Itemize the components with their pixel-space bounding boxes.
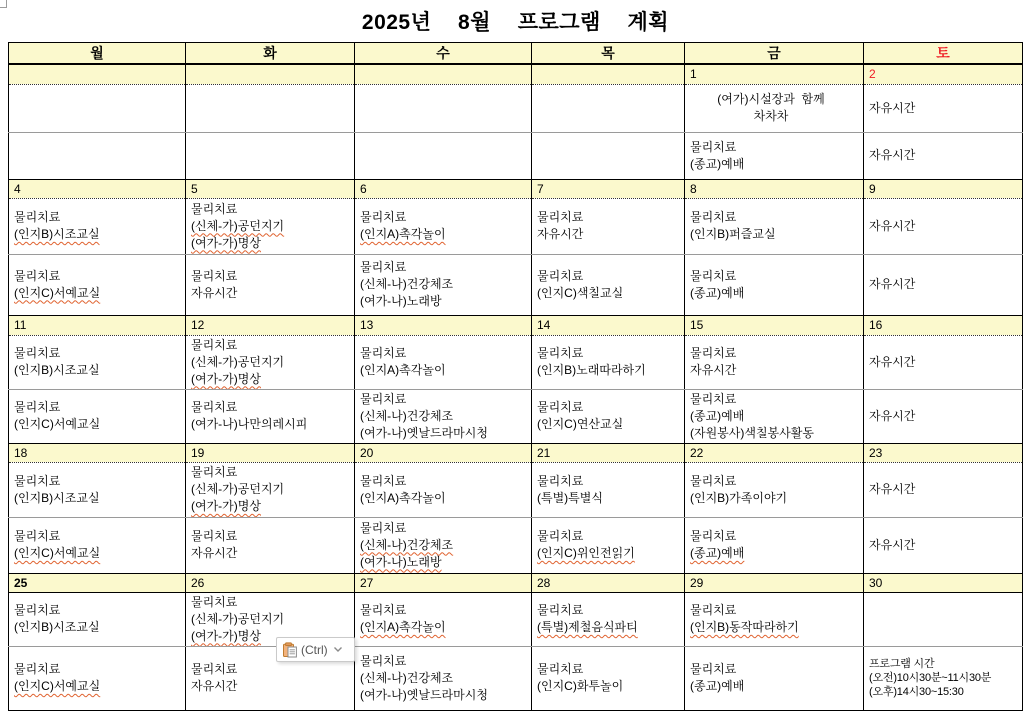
schedule-cell-pm-wed[interactable]: [355, 517, 532, 573]
cell-text: [864, 217, 1022, 236]
schedule-cell-am-tue[interactable]: [186, 198, 355, 254]
cell-text: [355, 472, 531, 508]
cell-line: 물리치료: [360, 520, 407, 535]
cell-line: 물리치료: [191, 465, 238, 479]
cell-line: 물리치료: [14, 400, 61, 414]
cell-text: [355, 601, 531, 637]
cell-text: [532, 527, 684, 563]
cell-line: 자유시간: [869, 408, 916, 423]
cell-line: (여가-나)옛날드라마시청: [360, 687, 488, 702]
cell-line: 물리치료: [360, 391, 407, 406]
cell-line: (여가-나)노래방: [360, 294, 442, 308]
date-cell-wed[interactable]: [355, 64, 532, 84]
cell-line: (인지C)서예교실: [14, 285, 101, 300]
cell-text: [355, 652, 531, 705]
schedule-cell-am-fri[interactable]: [685, 198, 864, 254]
cell-line: 물리치료: [537, 210, 584, 224]
cell-line: 자유시간: [869, 482, 916, 496]
date-cell-sat[interactable]: [864, 315, 1023, 335]
schedule-cell-pm-wed[interactable]: [355, 254, 532, 315]
cell-line: (인지B)시조교실: [14, 363, 100, 377]
cell-line: (여가-나)노래방: [360, 554, 442, 569]
schedule-cell-pm-thu[interactable]: [532, 646, 685, 710]
cell-line: (특별)특별식: [537, 490, 603, 505]
cell-line: 물리치료: [14, 346, 61, 360]
cell-line: 물리치료: [537, 529, 584, 543]
cell-line: (인지C)화투놀이: [537, 679, 624, 693]
cell-text: [685, 344, 863, 380]
cell-text: [685, 267, 863, 303]
date-cell-fri[interactable]: [685, 315, 864, 335]
date-number: 8: [690, 181, 697, 196]
cell-text: [186, 660, 354, 696]
cell-text: [532, 660, 684, 696]
cell-text: [9, 344, 185, 380]
cell-line: 물리치료: [360, 346, 407, 360]
day-header-mon[interactable]: 월: [9, 43, 186, 65]
date-cell-tue[interactable]: [186, 573, 355, 592]
cell-line: 물리치료: [14, 662, 61, 676]
cell-text: [9, 208, 185, 244]
cell-line: (종교)예배: [690, 285, 745, 300]
cell-text: [864, 536, 1022, 555]
date-number: 18: [14, 445, 28, 460]
date-number: 20: [360, 445, 374, 460]
schedule-cell-am-mon[interactable]: [9, 335, 186, 389]
date-cell-fri[interactable]: [685, 443, 864, 462]
cell-text: [9, 527, 185, 563]
date-cell-thu[interactable]: [532, 443, 685, 462]
cell-line: 물리치료: [537, 662, 584, 676]
cell-line: (특별)제철음식파티: [537, 620, 638, 634]
schedule-cell-pm-wed[interactable]: [355, 132, 532, 179]
date-cell-fri[interactable]: [685, 64, 864, 84]
cell-line: 물리치료: [360, 473, 407, 488]
cell-line: (신체-가)공던지기: [191, 482, 285, 496]
cell-line: 물리치료: [537, 400, 584, 414]
date-cell-wed[interactable]: [355, 443, 532, 462]
cell-text: [864, 656, 1022, 700]
schedule-cell-pm-thu[interactable]: [532, 132, 685, 179]
cell-line: 물리치료: [14, 473, 61, 488]
schedule-cell-am-thu[interactable]: [532, 462, 685, 517]
schedule-cell-am-wed[interactable]: [355, 592, 532, 646]
cell-line: 물리치료: [690, 210, 737, 224]
day-header-sat[interactable]: 토: [864, 43, 1023, 65]
cell-text: [685, 138, 863, 174]
date-number: 29: [690, 575, 704, 590]
paste-options-label: (Ctrl): [301, 642, 328, 657]
cell-text: [9, 398, 185, 434]
schedule-cell-pm-mon[interactable]: [9, 517, 186, 573]
date-number: 4: [14, 181, 21, 196]
cell-line: 물리치료: [690, 603, 737, 617]
date-cell-tue[interactable]: [186, 315, 355, 335]
cell-line: 물리치료: [690, 346, 737, 360]
date-cell-fri[interactable]: [685, 179, 864, 198]
cell-line: 자유시간: [869, 148, 916, 162]
cell-line: 물리치료: [14, 210, 61, 224]
schedule-cell-am-sat[interactable]: [864, 198, 1023, 254]
cell-text: [9, 472, 185, 508]
date-cell-mon[interactable]: [9, 443, 186, 462]
date-cell-mon[interactable]: [9, 315, 186, 335]
cell-line: (인지C)서예교실: [14, 417, 101, 431]
date-cell-sat[interactable]: [864, 179, 1023, 198]
date-cell-thu[interactable]: [532, 179, 685, 198]
schedule-cell-pm-sat[interactable]: [864, 389, 1023, 443]
date-number: 21: [537, 445, 551, 460]
schedule-cell-pm-fri[interactable]: [685, 254, 864, 315]
cell-line: 물리치료: [191, 529, 238, 543]
cell-line: 물리치료: [191, 594, 238, 609]
paste-options-button[interactable]: [276, 637, 355, 662]
schedule-cell-am-thu[interactable]: [532, 198, 685, 254]
cell-line: 물리치료: [537, 473, 584, 488]
schedule-cell-am-mon[interactable]: [9, 462, 186, 517]
schedule-cell-am-tue[interactable]: [186, 335, 355, 389]
date-number: 6: [360, 181, 367, 196]
cell-text: [864, 407, 1022, 426]
cell-line: 물리치료: [690, 662, 737, 676]
cell-text: [685, 472, 863, 508]
cell-text: [685, 90, 863, 126]
cell-line: (인지B)시조교실: [14, 490, 100, 505]
date-number: 16: [869, 317, 883, 332]
schedule-cell-am-tue[interactable]: [186, 84, 355, 132]
cell-line: 물리치료: [191, 201, 238, 216]
cell-text: [186, 527, 354, 563]
schedule-cell-pm-fri[interactable]: [685, 517, 864, 573]
cell-line: 자유시간: [869, 218, 916, 233]
date-cell-wed[interactable]: [355, 179, 532, 198]
date-number: 13: [360, 317, 374, 332]
cell-text: [532, 601, 684, 637]
schedule-cell-pm-mon[interactable]: [9, 132, 186, 179]
schedule-cell-pm-tue[interactable]: [186, 517, 355, 573]
schedule-cell-am-fri[interactable]: [685, 462, 864, 517]
cell-line: 물리치료: [690, 139, 737, 154]
schedule-cell-am-tue[interactable]: [186, 462, 355, 517]
cell-text: [186, 398, 354, 434]
date-number: 25: [14, 575, 28, 590]
date-number: 9: [869, 181, 876, 196]
cell-text: [685, 660, 863, 696]
cell-line: 물리치료: [690, 391, 737, 406]
date-cell-thu[interactable]: [532, 315, 685, 335]
schedule-cell-pm-thu[interactable]: [532, 389, 685, 443]
cell-line: 자유시간: [537, 227, 584, 241]
cell-text: [864, 146, 1022, 165]
cell-line: 물리치료: [360, 210, 407, 224]
schedule-cell-pm-sat[interactable]: [864, 517, 1023, 573]
cell-line: (인지C)서예교실: [14, 546, 101, 560]
schedule-cell-am-fri[interactable]: [685, 335, 864, 389]
cell-line: (인지C)위인전읽기: [537, 546, 635, 560]
schedule-cell-pm-wed[interactable]: [355, 389, 532, 443]
cell-line: (인지B)가족이야기: [690, 490, 788, 505]
date-number: 5: [191, 181, 198, 196]
cell-line: (여가-가)명상: [191, 371, 261, 386]
schedule-cell-am-fri[interactable]: [685, 84, 864, 132]
cell-line: 프로그램 시간: [869, 658, 935, 670]
cell-line: 자유시간: [869, 277, 916, 291]
schedule-cell-pm-thu[interactable]: [532, 517, 685, 573]
date-number: 27: [360, 575, 374, 590]
date-cell-mon[interactable]: [9, 64, 186, 84]
schedule-cell-am-mon[interactable]: [9, 84, 186, 132]
calendar-table: [8, 42, 1023, 711]
cell-line: 자유시간: [191, 285, 238, 300]
cell-line: 자유시간: [869, 354, 916, 369]
cell-line: 물리치료: [537, 603, 584, 617]
cell-line: (신체-나)건강체조: [360, 537, 454, 552]
cell-line: 물리치료: [360, 260, 407, 274]
cell-line: 자유시간: [191, 546, 238, 560]
cell-text: [685, 527, 863, 563]
cell-text: [685, 601, 863, 637]
date-number: 26: [191, 575, 205, 590]
cell-line: (인지B)퍼즐교실: [690, 227, 776, 241]
cell-line: 물리치료: [191, 662, 238, 676]
cell-line: 자유시간: [690, 363, 737, 377]
cell-text: [532, 398, 684, 434]
cell-line: (여가-가)명상: [191, 499, 261, 513]
schedule-cell-pm-sat[interactable]: [864, 646, 1023, 710]
page-title: 2025년 8월 프로그램 계획: [361, 11, 670, 34]
schedule-cell-pm-fri[interactable]: [685, 389, 864, 443]
schedule-cell-pm-fri[interactable]: [685, 646, 864, 710]
schedule-cell-am-sat[interactable]: [864, 462, 1023, 517]
chevron-down-icon[interactable]: [333, 646, 343, 653]
date-number: 22: [690, 445, 704, 460]
date-cell-sat[interactable]: [864, 573, 1023, 592]
schedule-cell-pm-mon[interactable]: [9, 646, 186, 710]
cell-line: (인지A)촉각놀이: [360, 620, 446, 634]
cell-text: [186, 463, 354, 516]
cell-line: (인지B)노래따라하기: [537, 363, 646, 377]
date-cell-tue[interactable]: [186, 179, 355, 198]
date-cell-sat[interactable]: [864, 443, 1023, 462]
schedule-cell-am-mon[interactable]: [9, 592, 186, 646]
date-number: 19: [191, 445, 205, 460]
schedule-cell-pm-sat[interactable]: [864, 254, 1023, 315]
cell-text: [864, 353, 1022, 372]
cell-line: (종교)예배: [690, 679, 745, 693]
schedule-cell-am-thu[interactable]: [532, 84, 685, 132]
cell-line: 물리치료: [537, 346, 584, 360]
date-number: 30: [869, 575, 883, 590]
day-header-wed[interactable]: 수: [355, 43, 532, 65]
cell-text: [685, 390, 863, 443]
cell-line: 물리치료: [14, 603, 61, 617]
date-cell-mon[interactable]: [9, 179, 186, 198]
cell-line: (신체-가)공던지기: [191, 354, 285, 369]
date-number: 28: [537, 575, 551, 590]
cell-line: (인지C)색칠교실: [537, 285, 624, 300]
cell-line: (신체-나)건강체조: [360, 408, 454, 423]
cell-line: (신체-나)건강체조: [360, 670, 454, 685]
date-number: 12: [191, 317, 205, 332]
cell-text: [186, 200, 354, 253]
date-cell-mon[interactable]: [9, 573, 186, 592]
day-header-thu[interactable]: 목: [532, 43, 685, 65]
schedule-cell-pm-tue[interactable]: [186, 132, 355, 179]
cell-line: (인지C)연산교실: [537, 417, 624, 431]
schedule-cell-am-thu[interactable]: [532, 335, 685, 389]
cell-text: [186, 267, 354, 303]
cell-line: 차차차: [753, 109, 789, 123]
cell-text: [532, 344, 684, 380]
date-cell-wed[interactable]: [355, 315, 532, 335]
cell-text: [9, 601, 185, 637]
cell-line: (인지A)촉각놀이: [360, 363, 446, 377]
cell-line: (신체-가)공던지기: [191, 611, 285, 626]
schedule-cell-pm-tue[interactable]: [186, 389, 355, 443]
cell-line: 물리치료: [191, 337, 238, 352]
cell-text: [864, 99, 1022, 118]
date-number: 1: [690, 67, 697, 81]
cell-line: (신체-나)건강체조: [360, 277, 454, 291]
cell-line: 물리치료: [191, 268, 238, 283]
cell-line: (종교)예배: [690, 156, 745, 171]
cell-line: (여가)시설장과 함께: [717, 92, 825, 106]
cell-line: 자유시간: [191, 679, 238, 693]
date-cell-sat[interactable]: [864, 64, 1023, 84]
date-cell-tue[interactable]: [186, 64, 355, 84]
cell-text: [186, 336, 354, 389]
cell-text: [355, 519, 531, 572]
cell-line: (자원봉사)색칠봉사활동: [690, 425, 814, 440]
cell-text: [532, 208, 684, 244]
cell-line: (인지A)촉각놀이: [360, 490, 446, 505]
date-number: 11: [14, 317, 27, 332]
schedule-cell-am-wed[interactable]: [355, 462, 532, 517]
cell-line: (인지C)서예교실: [14, 679, 101, 693]
schedule-cell-pm-fri[interactable]: [685, 132, 864, 179]
cell-line: 물리치료: [690, 268, 737, 283]
schedule-cell-am-sat[interactable]: [864, 335, 1023, 389]
schedule-cell-pm-wed[interactable]: [355, 646, 532, 710]
cell-line: 자유시간: [869, 537, 916, 552]
date-number: 23: [869, 445, 883, 460]
cell-text: [532, 472, 684, 508]
cell-line: 물리치료: [360, 653, 407, 668]
schedule-cell-pm-sat[interactable]: [864, 132, 1023, 179]
cell-text: [864, 275, 1022, 294]
clipboard-icon: [282, 642, 298, 658]
schedule-cell-am-wed[interactable]: [355, 335, 532, 389]
schedule-cell-pm-thu[interactable]: [532, 254, 685, 315]
cell-line: 물리치료: [690, 473, 737, 488]
schedule-cell-pm-mon[interactable]: [9, 254, 186, 315]
cell-line: (여가-가)명상: [191, 628, 261, 643]
cell-text: [864, 480, 1022, 499]
cell-line: (인지B)동작따라하기: [690, 620, 799, 634]
cell-line: 물리치료: [191, 400, 238, 414]
schedule-cell-am-fri[interactable]: [685, 592, 864, 646]
schedule-cell-am-mon[interactable]: [9, 198, 186, 254]
day-header-tue[interactable]: 화: [186, 43, 355, 65]
cell-line: 물리치료: [690, 529, 737, 543]
cell-line: (여가-나)옛날드라마시청: [360, 425, 488, 440]
cell-text: [355, 208, 531, 244]
date-number: 2: [869, 67, 876, 81]
cell-text: [9, 267, 185, 303]
cell-line: 물리치료: [14, 529, 61, 543]
cell-line: (여가-가)명상: [191, 235, 261, 250]
cell-line: (인지B)시조교실: [14, 227, 100, 241]
schedule-cell-am-wed[interactable]: [355, 84, 532, 132]
day-header-fri[interactable]: 금: [685, 43, 864, 65]
date-cell-thu[interactable]: [532, 64, 685, 84]
schedule-cell-am-sat[interactable]: [864, 592, 1023, 646]
cell-line: 자유시간: [869, 100, 916, 115]
date-cell-thu[interactable]: [532, 573, 685, 592]
cell-text: [532, 267, 684, 303]
cell-line: (인지B)시조교실: [14, 620, 100, 634]
cell-line: (종교)예배: [690, 408, 745, 423]
date-cell-tue[interactable]: [186, 443, 355, 462]
cell-line: (오후)14시30~15:30: [869, 686, 964, 698]
cell-text: [685, 208, 863, 244]
cell-line: (여가-나)나만의레시피: [191, 417, 308, 431]
cell-line: (오전)10시30분~11시30분: [869, 672, 992, 684]
cell-text: [9, 660, 185, 696]
cell-line: 물리치료: [537, 268, 584, 283]
cell-text: [355, 344, 531, 380]
cell-text: [355, 258, 531, 311]
date-cell-wed[interactable]: [355, 573, 532, 592]
date-number: 7: [537, 181, 544, 196]
schedule-cell-pm-mon[interactable]: [9, 389, 186, 443]
cell-line: 물리치료: [14, 268, 61, 283]
schedule-cell-am-thu[interactable]: [532, 592, 685, 646]
cell-line: (신체-가)공던지기: [191, 218, 285, 233]
schedule-cell-pm-tue[interactable]: [186, 254, 355, 315]
cell-line: (종교)예배: [690, 546, 745, 560]
cell-line: 물리치료: [360, 603, 407, 617]
date-number: 15: [690, 317, 704, 332]
schedule-cell-am-wed[interactable]: [355, 198, 532, 254]
date-cell-fri[interactable]: [685, 573, 864, 592]
cell-text: [355, 390, 531, 443]
cell-line: (인지A)촉각놀이: [360, 227, 446, 241]
date-number: 14: [537, 317, 551, 332]
schedule-cell-am-sat[interactable]: [864, 84, 1023, 132]
